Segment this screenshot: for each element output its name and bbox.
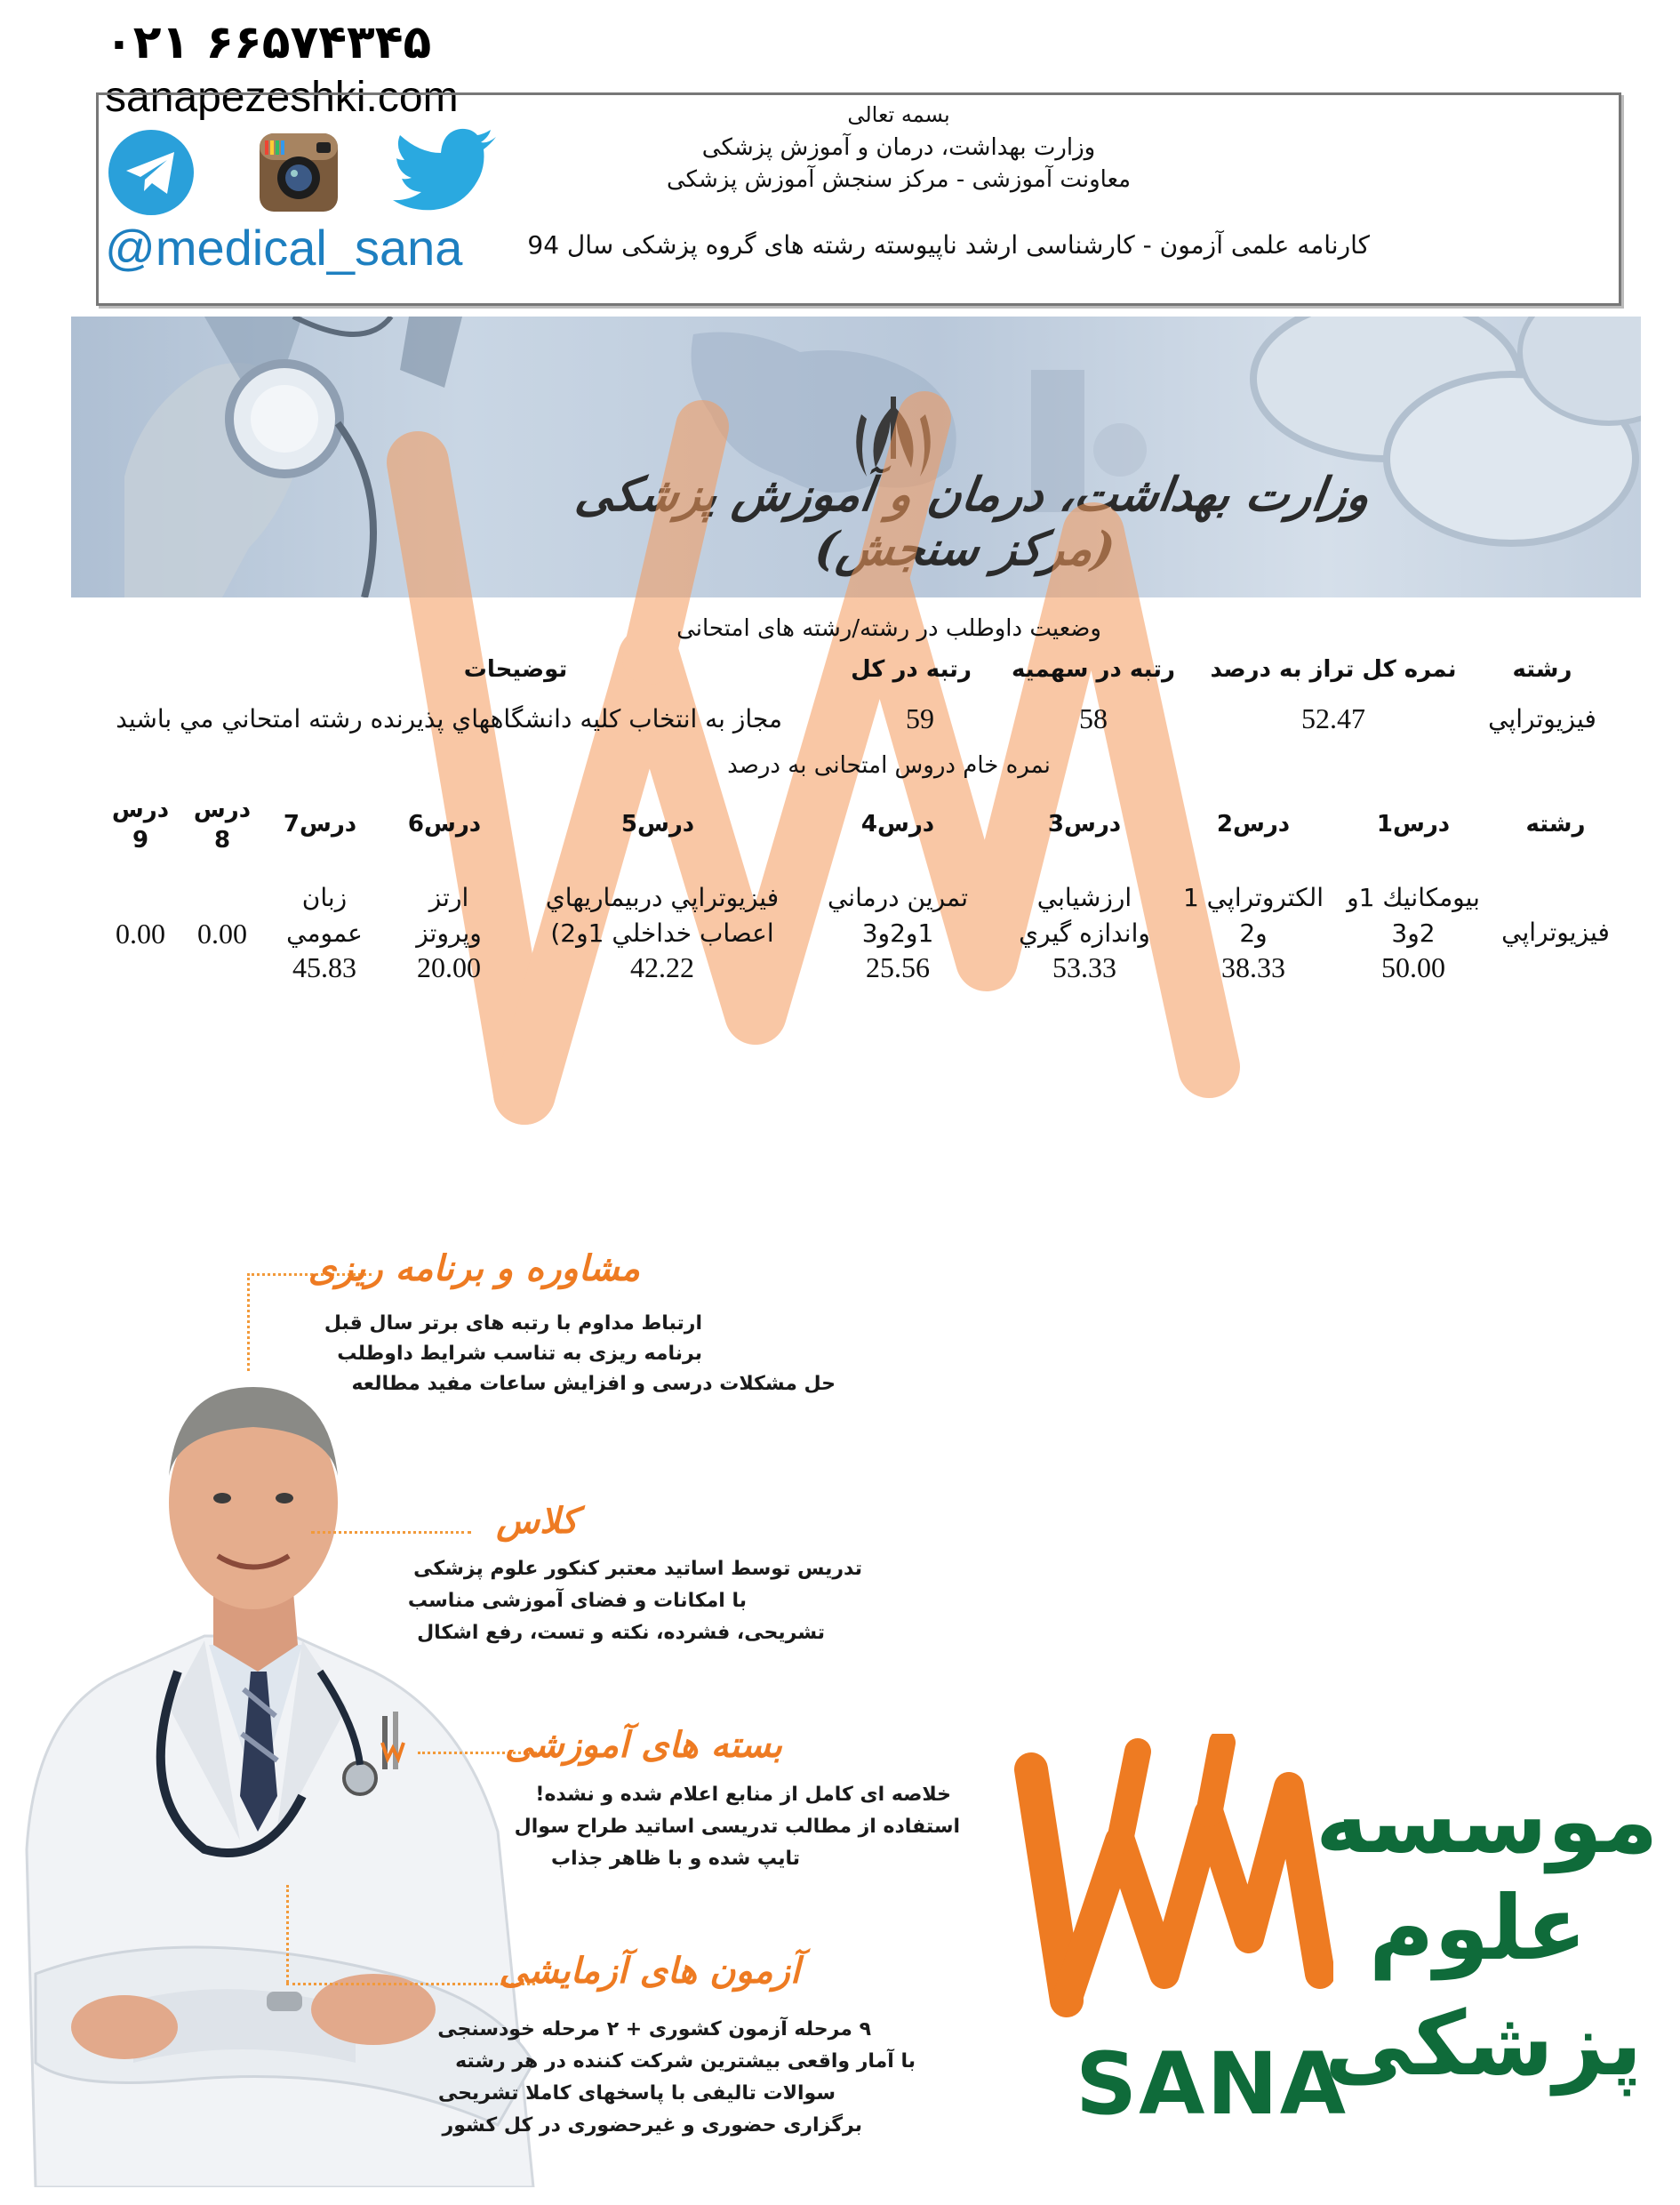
raw-col-c4: درس4: [860, 811, 935, 838]
promo-exams-line-2: با آمار واقعی بیشترین شرکت کننده در هر رشته: [455, 2050, 916, 2073]
course-1-name-line1: بيومکانيك 1و: [1347, 883, 1480, 912]
raw-col-c8-num: 8: [213, 827, 231, 854]
phone-number: ٠٢١ ۶۶۵۷۴۳۴۵: [105, 16, 432, 69]
col-notes: توضیحات: [463, 656, 568, 683]
raw-col-c8-word: درس: [193, 797, 252, 823]
promo-class-line-2: با امکانات و فضای آموزشی مناسب: [407, 1590, 747, 1612]
promo-heading-class: کلاس: [496, 1501, 578, 1542]
course-5-score: 42.22: [630, 951, 694, 983]
course-3-score: 53.33: [1052, 951, 1116, 983]
col-total-score: نمره کل تراز به درصد: [1210, 656, 1457, 683]
raw-field-value: فيزيوتراپي: [1501, 918, 1610, 947]
raw-col-c3: درس3: [1047, 811, 1122, 838]
course-2-name-line1: الکتروتراپي 1: [1182, 883, 1324, 912]
logo-word-medical: پزشکی: [1324, 1992, 1643, 2096]
header-line-bismillah: بسمه تعالی: [847, 102, 950, 127]
promo-counseling-line-3: حل مشکلات درسی و افزایش ساعات مفید مطالعه: [351, 1373, 836, 1395]
raw-col-c9: [96, 795, 185, 855]
course-3-name-line2: واندازه گيري: [1019, 918, 1150, 948]
course-7-name: [267, 880, 382, 951]
ministry-banner: [71, 317, 1641, 597]
col-quota-rank: رتبه در سهمیه: [1011, 656, 1176, 683]
course-6-name-line2: وپروتز: [416, 918, 482, 948]
raw-col-c2: درس2: [1216, 811, 1291, 838]
promo-exams-line-3: سوالات تالیفی با پاسخهای کاملا تشریحی: [437, 2082, 836, 2105]
status-section-title: وضعیت داوطلب در رشته/رشته های امتحانی: [676, 615, 1101, 642]
raw-col-c9-word: درس: [111, 797, 170, 823]
course-2-score: 38.33: [1221, 951, 1285, 983]
course-4-score: 25.56: [866, 951, 930, 983]
sana-logo-mark: [1013, 1734, 1333, 2027]
course-1-name-line2: 2و3: [1391, 918, 1436, 948]
promo-class-line-1: تدریس توسط اساتید معتبر کنکور علوم پزشکی: [413, 1558, 862, 1580]
raw-col-c6: درس6: [407, 811, 482, 838]
promo-packages-line-1: خلاصه ای کامل از منابع اعلام شده و نشده!: [535, 1784, 951, 1806]
connector-vertical-4: [286, 1885, 289, 1983]
status-quota-rank: 58: [1079, 702, 1108, 734]
course-7-name-line1: زبان: [301, 883, 348, 912]
raw-section-title: نمره خام دروس امتحانی به درصد: [727, 752, 1051, 779]
header-line-report-title: کارنامه علمی آزمون - کارشناسی ارشد ناپیوسته رشته های گروه پزشکی سال 94: [527, 230, 1370, 260]
course-7-name-line2: عمومي: [286, 918, 363, 948]
banner-title: وزارت بهداشت، درمان و آموزش پزشکی (مرکز سنجش): [572, 468, 1373, 576]
promo-heading-counseling: مشاوره و برنامه ریزی: [308, 1248, 640, 1289]
promo-packages-line-2: استفاده از مطالب تدریسی اساتید طراح سوال: [514, 1816, 960, 1838]
social-handle[interactable]: @medical_sana: [105, 220, 463, 276]
raw-col-c1: درس1: [1376, 811, 1451, 838]
connector-2: [311, 1531, 471, 1534]
course-9-score: 0.00: [116, 918, 165, 950]
course-2-name-line2: و2: [1239, 918, 1268, 948]
course-4-name-line2: 1و2و3: [861, 918, 934, 948]
promo-class-line-3: تشریحی، فشرده، نکته و تست، رفع اشکال: [417, 1622, 825, 1644]
status-total-score: 52.47: [1301, 702, 1365, 734]
raw-col-c9-num: 9: [132, 827, 149, 854]
course-2-name: [1164, 880, 1342, 951]
raw-col-c5: درس5: [620, 811, 695, 838]
raw-col-c7: درس7: [283, 811, 357, 838]
promo-counseling-line-2: برنامه ریزی به تناسب شرایط داوطلب: [337, 1343, 702, 1365]
logo-latin-sana: SANA: [1076, 2034, 1348, 2134]
raw-col-c8: [178, 795, 267, 855]
connector-4: [286, 1983, 535, 1985]
header-line-ministry: وزارت بهداشت، درمان و آموزش پزشکی: [701, 134, 1096, 161]
col-field: رشته: [1512, 656, 1572, 683]
course-1-name: [1324, 880, 1502, 951]
promo-counseling-line-1: ارتباط مداوم با رتبه های برتر سال قبل: [324, 1312, 702, 1335]
course-6-name-line1: ارتز: [428, 883, 469, 912]
course-5-name-line2: اعصاب خداخلي 1و2): [550, 918, 774, 948]
website[interactable]: sanapezeshki.com: [105, 74, 459, 121]
course-7-score: 45.83: [292, 951, 356, 983]
status-overall-rank: 59: [906, 702, 934, 734]
promo-packages-line-3: تایپ شده و با ظاهر جذاب: [550, 1848, 800, 1870]
header-line-deputy: معاونت آموزشی - مرکز سنجش آموزش پزشکی: [666, 166, 1132, 193]
col-overall-rank: رتبه در کل: [851, 656, 972, 683]
header-box: [96, 92, 1621, 306]
course-4-name-line1: تمرين درماني: [827, 883, 969, 912]
course-3-name: [996, 880, 1173, 951]
course-6-score: 20.00: [417, 951, 481, 983]
course-5-name: [533, 880, 791, 951]
promo-exams-line-4: برگزاری حضوری و غیرحضوری در کل کشور: [442, 2114, 862, 2137]
course-8-score: 0.00: [197, 918, 247, 950]
course-5-name-line1: فيزيوتراپي دربيماريهاي: [545, 883, 780, 912]
status-field-value: فيزيوتراپي: [1488, 704, 1596, 734]
course-4-name: [809, 880, 987, 951]
logo-word-sciences: علوم: [1369, 1876, 1588, 1980]
course-3-name-line1: ارزشيابي: [1036, 883, 1132, 912]
promo-heading-packages: بسته های آموزشی: [504, 1725, 782, 1766]
raw-col-field: رشته: [1525, 811, 1586, 838]
promo-heading-mock-exams: آزمون های آزمایشی: [499, 1951, 800, 1992]
connector-vertical-1: [247, 1273, 250, 1371]
logo-word-institute: موسسه: [1316, 1769, 1659, 1873]
course-6-name: [382, 880, 516, 951]
course-1-score: 50.00: [1381, 951, 1445, 983]
promo-exams-line-1: ۹ مرحله آزمون کشوری + ۲ مرحله خودسنجی: [437, 2018, 871, 2041]
status-notes: مجاز به انتخاب کلیه دانشگاههاي پذیرنده رشته امتحاني مي باشید: [116, 704, 782, 734]
